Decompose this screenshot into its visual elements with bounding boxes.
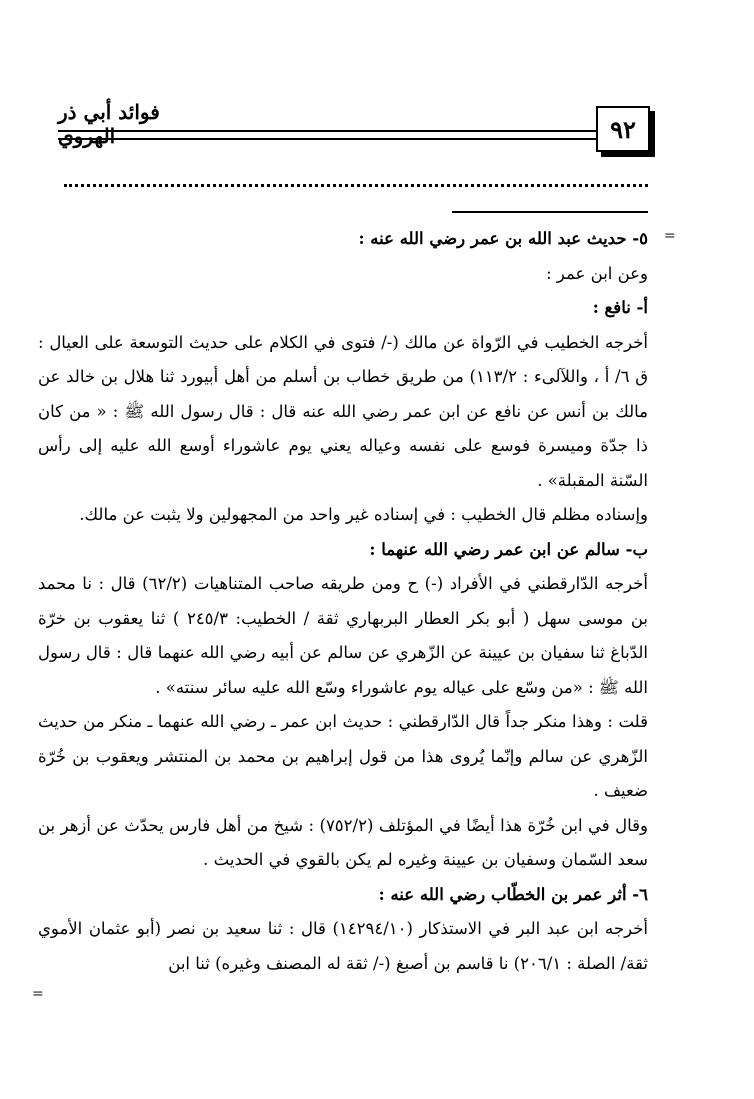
page-number: ٩٢ [596,106,650,152]
sub-heading: ب- سالم عن ابن عمر رضي الله عنهما : [369,539,648,559]
main-text [38,222,648,981]
margin-continuation-mark: = [664,228,676,244]
paragraph: قلت : وهذا منكر جداً قال الدّارقطني : حديث ابن عمر ـ رضي الله عنهما ـ منكر من حديث الزّهري عن سالم وإنّما يُروى هذا من قول إبراهيم بن محمد بن المنتشر ويعقوب بن خُرّة ضعيف . [38,712,648,800]
paragraph: أخرجه الدّارقطني في الأفراد (-) ح ومن طريقه صاحب المتناهيات (٦٢/٢) قال : نا محمد بن موسى سهل ( أبو بكر العطار البربهاري ثقة / الخطيب: ٢٤٥/٣ ) ثنا يعقوب بن خرّة الدّباغ ثنا سفيان بن عيينة عن الزّهري عن سالم عن أبيه رضي الله عنهما قال : قال رسول الله ﷺ : «من وسّع على عياله يوم عاشوراء وسّع الله عليه سائر سنته» . [38,574,649,697]
margin-continuation-mark: = [32,986,44,1002]
paragraph: أخرجه الخطيب في الرّواة عن مالك (-/ فتوى في الكلام على حديث التوسعة على العيال : ق ٦/ أ ، واللآلىء : ١١٣/٢) من طريق خطاب بن أسلم من أهل أبيورد ثنا هلال بن خالد عن مالك بن أنس عن نافع عن ابن عمر رضي الله عنه قال : قال رسول الله ﷺ : « من كان ذا جدّة وميسرة فوسع على نفسه وعياله يعني يوم عاشوراء أوسع الله عليه إلى رأس السّنة المقبلة» . [38,332,648,490]
sub-heading: أ- نافع : [592,298,648,317]
running-header-title: فوائد أبي ذر الهروي [58,100,160,148]
header-rule [58,130,598,140]
dotted-divider [64,184,648,187]
paragraph: أخرجه ابن عبد البر في الاستذكار (١٤٢٩٤/١٠) قال : ثنا سعيد بن نصر (أبو عثمان الأموي ثقة/ الصلة : ٢٠٦/١) نا قاسم بن أصبغ (-/ ثقة له المصنف وغيره) ثنا ابن [38,919,648,973]
paragraph: وعن ابن عمر : [546,263,648,283]
paragraph: وإسناده مظلم قال الخطيب : في إسناده غير واحد من المجهولين ولا يثبت عن مالك. [79,505,648,524]
section-rule [452,211,648,213]
section-heading: ٦- أثر عمر بن الخطّاب رضي الله عنه : [378,884,648,904]
section-heading: ٥- حديث عبد الله بن عمر رضي الله عنه : [358,229,648,248]
paragraph: وقال في ابن خُرّة هذا أيضًا في المؤتلف (٧٥٢/٢) : شيخ من أهل فارس يحدّث عن أزهر بن سعد السّمان وسفيان بن عيينة وغيره لم يكن بالقوي في الحديث . [38,815,648,869]
